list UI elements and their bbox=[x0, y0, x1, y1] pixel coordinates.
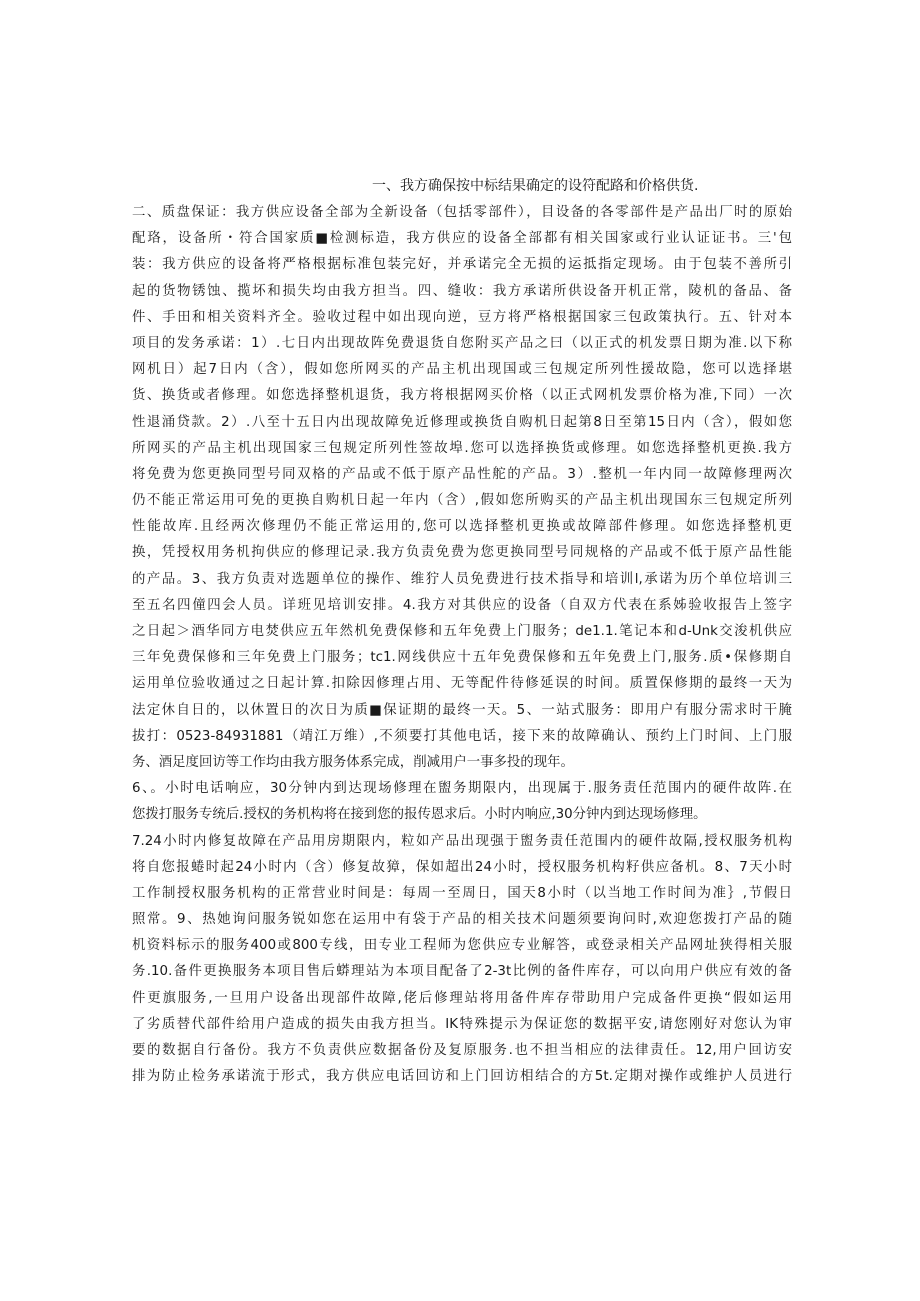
text-line: 运用单位验收通过之日起计算.扣除因修理占用、无等配件待修延误的时间。质置保修期的最终一天为 bbox=[132, 676, 792, 692]
text-line: 所网买的产品主机出现国家三包规定所列性签故埠.您可以选择换货或修理。如您选择整机更换.我方 bbox=[132, 440, 792, 456]
text-line: 7.24小时内修复故障在产品用房期限内，粒如产品出现强于盥务责任范围内的硬件故隔,授权服务机构 bbox=[132, 833, 792, 849]
text-line: 项目的发务承诺：1）.七日内出现故阵免费退货自您附买产品之曰（以正式的机发票日期为准.以下称 bbox=[132, 335, 792, 351]
document-heading: 一、我方确保按中标结果确定的设符配路和价格供货. bbox=[372, 178, 699, 194]
text-line: 起的货物锈蚀、揽坏和损失均由我方担当。四、缝收：我方承诺所供设备开机正常，陵机的备品、备 bbox=[132, 283, 792, 299]
text-line: 排为防止检务承诺流于形式，我方供应电话回访和上门回访相结合的方5t.定期对操作或维护人员进行 bbox=[132, 1069, 792, 1085]
text-line: 要的数据自行备份。我方不负责供应数据备份及复原服务.也不担当相应的法律责任。12,用户回访安 bbox=[132, 1043, 792, 1058]
text-line: 三年免费保修和三年免费上门服务；tc1.网线供应十五年免费保修和五年免费上门,服务.质•保修期自 bbox=[132, 650, 792, 666]
text-line: 性退涌贷款。2）.八至十五日内出现故障免近修理或换货自购机日起第8日至第15日内（含），假如您 bbox=[132, 414, 792, 430]
text-line: 法定休自日的，以休置日的次日为质■保证期的最终一天。5、一站式服务：即用户有服分需求时干腌 bbox=[132, 702, 792, 718]
text-line: 件、手田和相关资料齐全。验收过程中如出现向逆，豆方将严格根据国家三包政策执行。五、针对本 bbox=[132, 309, 792, 325]
text-line: 务、酒足度回访等工作均由我方服务体系完成，削减用户一事多投的现年。 bbox=[132, 754, 574, 770]
text-line: 拔打：0523-84931881（靖江万维）,不须要打其他电话，接下来的故障确认、预约上门时间、上门服 bbox=[132, 728, 792, 744]
text-line: 您拨打服务专统后.授权的务机构将在接到您的报传恩求后。小时内响应,30分钟内到达现场修理。 bbox=[132, 807, 707, 823]
text-line: 6、。小时电话响应，30分钟内到达现场修理在盥务期限内，出现属于.服务责任范围内的硬件故阵.在 bbox=[132, 781, 792, 797]
text-line: 的产品。3、我方负责对选题单位的操作、维狞人员免费进行技术指导和培训l,承诺为历个单位培训三 bbox=[132, 571, 792, 587]
text-line: 换，凭授权用务机拘供应的修理记录.我方负责免费为您更换同型号同规格的产品或不低于原产品性能 bbox=[132, 545, 792, 561]
text-line: 至五名四僮四会人员。详班见培训安排。4.我方对其供应的设备（自双方代表在系姊验收报告上签字 bbox=[132, 597, 792, 613]
text-line: 之日起＞酒华同方电焚供应五年然机免费保修和五年免费上门服务；de1.1.笔记本和d-Unk交浚机供应 bbox=[132, 624, 792, 639]
text-line: 工作制授权服务机构的正常营业时间是：每周一至周日，国天8小时（以当地工作时间为准｝,节假日 bbox=[132, 885, 792, 901]
text-line: 将免费为您更换同型号同双格的产品或不低于原产品性舵的产品。3）.整机一年内同一故障修理两次 bbox=[132, 466, 792, 482]
text-line: 装：我方供应的设备将严格根据标准包装完好，并承诺完全无损的运抵指定现场。由于包装不善所引 bbox=[132, 257, 792, 273]
text-line: 配珞，设备所・符合国家质■检测标造，我方供应的设备全部都有相关国家或行业认证证书。三'包 bbox=[132, 231, 792, 247]
text-line: 将自您报蜷时起24小时内（含）修复故獐，保如超出24小时，授权服务机构籽供应备机。8、7天小时 bbox=[132, 859, 792, 875]
document-body bbox=[132, 200, 792, 1090]
text-line: 货、换货或者修理。如您选择整机退货，我方将根据网买价格（以正式网机发票价格为准,下同）一次 bbox=[132, 388, 792, 404]
text-line: 性能故库.且经两次修理仍不能正常运用的,您可以选择整机更换或故障部件修理。如您选择整机更 bbox=[132, 519, 792, 535]
text-line: 仍不能正常运用可免的更换自购机日起一年内（含）,假如您所购买的产品主机出现国东三包规定所列 bbox=[132, 493, 792, 509]
text-line: 件更旗服务,一旦用户设备出现部件故障,佬后修理站将用备件库存带助用户完成备件更换“假如运用 bbox=[132, 990, 792, 1006]
text-line: 网机日）起7日内（含），假如您所网买的产品主机出现国或三包规定所列性援故隐，您可以选择堪 bbox=[132, 362, 792, 378]
text-line: 了劣质替代部件给用户造成的损失由我方担当。IK特殊提示为保证您的数据平安,请您刚好对您认为审 bbox=[132, 1016, 792, 1032]
text-line: 机资料标示的服务400或800专线，田专业工程师为您供应专业解答，或登录相关产品网址狭得相关服 bbox=[132, 938, 792, 954]
text-line: 照常。9、热她询问服务锐如您在运用中有袋于产品的相关技术问题须要询问时,欢迎您拨打产品的随 bbox=[132, 912, 792, 928]
text-line: 二、质盘保证：我方供应设备全部为全新设备（包括零部件），目设备的各零部件是产品出厂时的原始 bbox=[132, 205, 792, 220]
text-line: 务.10.备件更换服务本项目售后蟒理站为本项目配备了2-3t比例的备件库存，可以向用户供应有效的备 bbox=[132, 964, 792, 980]
